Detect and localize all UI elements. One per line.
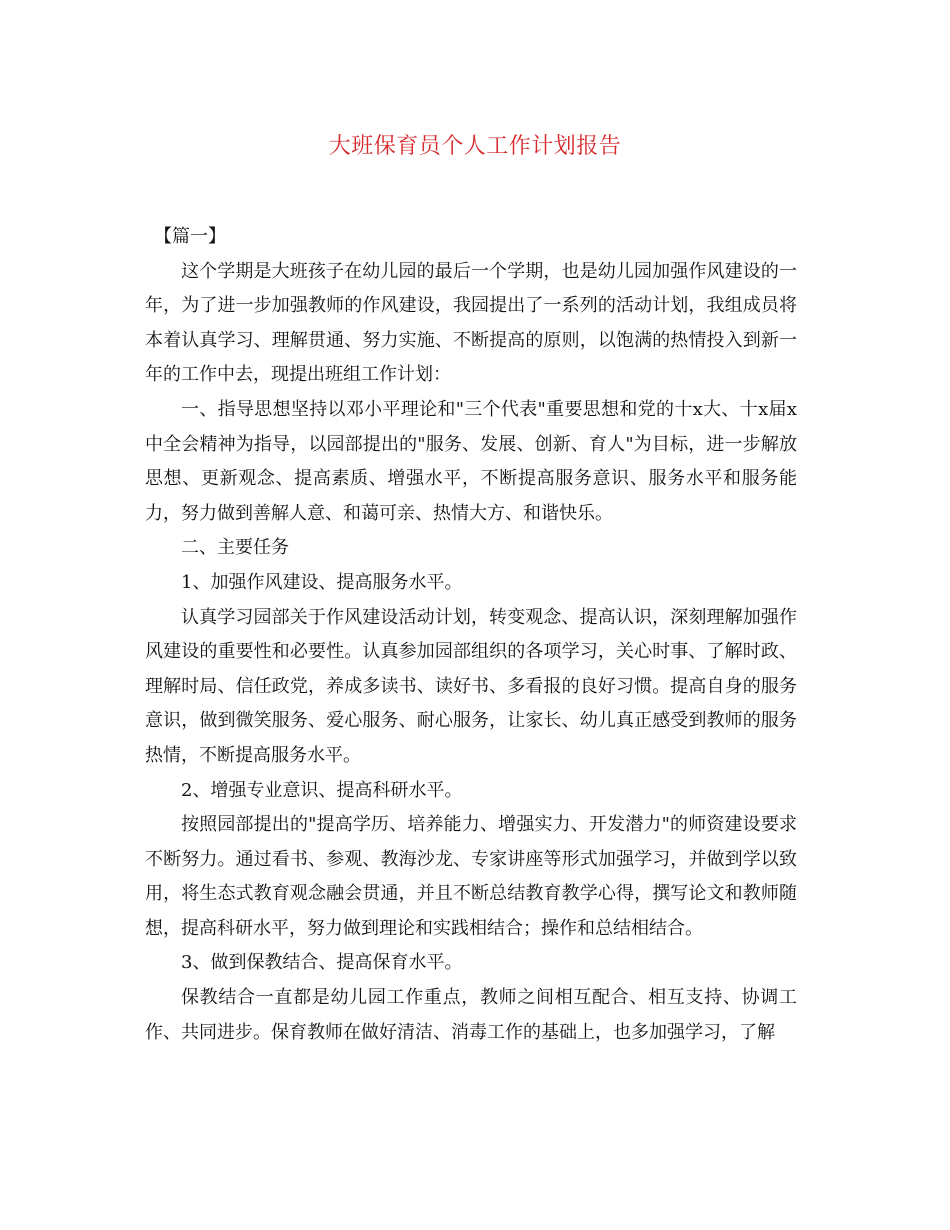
paragraph-guiding-thought: 一、指导思想坚持以邓小平理论和"三个代表"重要思想和党的十x大、十x届x中全会精神为指导，以园部提出的"服务、发展、创新、育人"为目标，进一步解放思想、更新观念、提高素质、增强水平，不断提高服务意识、服务水平和服务能力，努力做到善解人意、和蔼可亲、热情大方、和谐快乐。	[145, 398, 797, 524]
paragraph-task-2: 按照园部提出的"提高学历、培养能力、增强实力、开发潜力"的师资建设要求不断努力。通过看书、参观、教海沙龙、专家讲座等形式加强学习，并做到学以致用，将生态式教育观念融会贯通，并且不断总结教育教学心得，撰写论文和教师随想，提高科研水平，努力做到理论和实践相结合；操作和总结相结合。	[145, 814, 797, 939]
heading-task-1: 1、加强作风建设、提高服务水平。	[181, 571, 463, 593]
heading-main-tasks: 二、主要任务	[181, 537, 289, 559]
heading-task-3: 3、做到保教结合、提高保育水平。	[181, 952, 463, 974]
paragraph-task-3: 保教结合一直都是幼儿园工作重点，教师之间相互配合、相互支持、协调工作、共同进步。保育教师在做好清洁、消毒工作的基础上，也多加强学习，了解	[145, 987, 797, 1043]
paragraph-task-1: 认真学习园部关于作风建设活动计划，转变观念、提高认识，深刻理解加强作风建设的重要性和必要性。认真参加园部组织的各项学习，关心时事、了解时政、理解时局、信任政党，养成多读书、读好书、多看报的良好习惯。提高自身的服务意识，做到微笑服务、爱心服务、耐心服务，让家长、幼儿真正感受到教师的服务热情，不断提高服务水平。	[145, 606, 797, 766]
document-body	[145, 220, 797, 1050]
paragraph-intro: 这个学期是大班孩子在幼儿园的最后一个学期，也是幼儿园加强作风建设的一年，为了进一步加强教师的作风建设，我园提出了一系列的活动计划，我组成员将本着认真学习、理解贯通、努力实施、不断提高的原则，以饱满的热情投入到新一年的工作中去，现提出班组工作计划：	[145, 260, 797, 386]
heading-task-2: 2、增强专业意识、提高科研水平。	[181, 779, 463, 801]
section-label: 【篇一】	[154, 226, 226, 247]
page-title: 大班保育员个人工作计划报告	[328, 134, 622, 159]
